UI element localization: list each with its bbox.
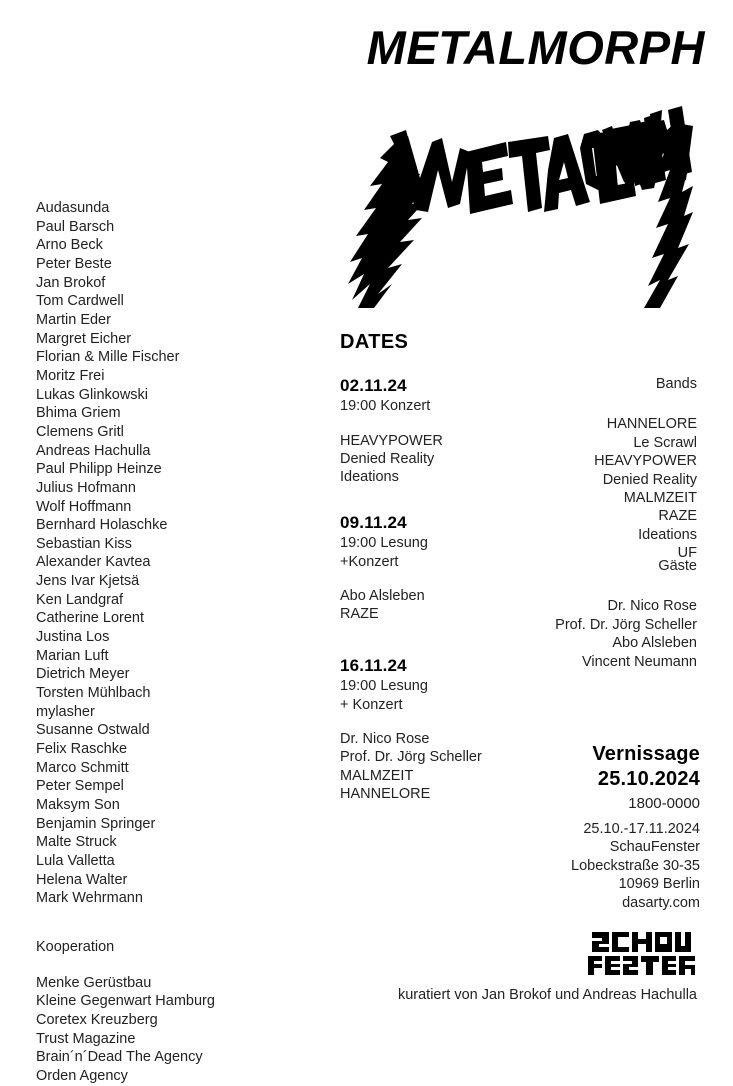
exhibition-run-dates: 25.10.-17.11.2024 [583, 821, 700, 837]
act-name: Dr. Nico Rose [340, 731, 430, 748]
vernissage-title: Vernissage [592, 743, 700, 765]
list-item: Paul Philipp Heinze [36, 461, 162, 478]
list-item: Julius Hofmann [36, 479, 136, 496]
act-name: HANNELORE [340, 786, 431, 803]
band-name: HANNELORE [606, 416, 697, 433]
act-name: RAZE [340, 606, 379, 623]
schedule-line: 19:00 Lesung [340, 678, 428, 695]
list-item: Sebastian Kiss [36, 535, 132, 552]
act-name: Prof. Dr. Jörg Scheller [340, 749, 482, 766]
list-item: Torsten Mühlbach [36, 685, 151, 702]
list-item: Margret Eicher [36, 330, 132, 347]
bands-list [437, 375, 697, 563]
band-name: Ideations [638, 526, 697, 543]
act-name: Abo Alsleben [340, 588, 425, 605]
vernissage-date: 25.10.2024 [597, 768, 700, 791]
act-name: HEAVYPOWER [340, 432, 443, 449]
metalmorph-logo-graphic [348, 108, 693, 308]
list-item: Lula Valletta [36, 852, 115, 869]
act-name: Denied Reality [340, 451, 435, 468]
list-item: Arno Beck [36, 237, 103, 254]
list-item: Alexander Kavtea [36, 554, 151, 571]
vernissage-block [400, 741, 700, 814]
artist-names [36, 199, 286, 908]
bands-heading: Bands [655, 376, 697, 392]
page-title: METALMORPH [366, 21, 705, 74]
venue-name: SchauFenster [609, 839, 700, 856]
band-name: Denied Reality [602, 471, 697, 488]
guests-list [437, 557, 697, 671]
guest-name: Abo Alsleben [612, 635, 697, 652]
list-item: Bhima Griem [36, 405, 121, 422]
list-item: Audasunda [36, 200, 110, 216]
list-item: Justina Los [36, 629, 110, 646]
guest-name: Prof. Dr. Jörg Scheller [555, 616, 697, 633]
schaufenster-logo [586, 928, 698, 978]
list-item: Dietrich Meyer [36, 666, 130, 683]
schedule-line: 19:00 Lesung [340, 535, 428, 552]
list-item: Clemens Gritl [36, 423, 124, 440]
list-item: Maksym Son [36, 797, 120, 813]
list-item: Brain´n´Dead The Agency [36, 1049, 203, 1066]
list-item: Peter Beste [36, 255, 112, 272]
band-name: MALMZEIT [623, 490, 697, 507]
list-item: Jens Ivar Kjetsä [36, 573, 140, 590]
venue-street: Lobeckstraße 30-35 [571, 857, 700, 874]
list-item: Moritz Frei [36, 367, 105, 384]
schedule-line: + Konzert [340, 696, 403, 713]
date-value: 16.11.24 [340, 656, 407, 675]
list-item: Coretex Kreuzberg [36, 1011, 158, 1028]
band-name: RAZE [658, 508, 697, 525]
list-item: Catherine Lorent [36, 610, 145, 627]
list-item: Helena Walter [36, 871, 128, 888]
list-item: Kleine Gegenwart Hamburg [36, 993, 215, 1010]
date-schedule [340, 677, 540, 714]
list-item: Orden Agency [36, 1067, 128, 1084]
list-item: Marco Schmitt [36, 759, 129, 776]
list-item: Paul Barsch [36, 218, 115, 235]
list-item: Marian Luft [36, 647, 109, 664]
guest-name: Dr. Nico Rose [607, 598, 697, 615]
dates-heading: DATES [340, 331, 409, 353]
vernissage-time: 1800-0000 [628, 794, 700, 812]
act-name: MALMZEIT [340, 767, 414, 784]
list-item: Lukas Glinkowski [36, 386, 149, 403]
artist-list [36, 199, 286, 1086]
guest-name: Vincent Neumann [581, 653, 697, 670]
band-name: UF [677, 545, 697, 562]
list-item: Mark Wehrmann [36, 890, 143, 907]
list-item: Trust Magazine [36, 1030, 136, 1047]
band-name: HEAVYPOWER [594, 453, 697, 470]
band-name: Le Scrawl [633, 434, 697, 451]
list-item: Bernhard Holaschke [36, 517, 168, 534]
date-value: 09.11.24 [340, 513, 407, 532]
list-item: Florian & Mille Fischer [36, 349, 180, 366]
list-item: Tom Cardwell [36, 293, 124, 310]
list-item: Ken Landgraf [36, 591, 124, 608]
list-item: Martin Eder [36, 311, 111, 328]
list-item: Andreas Hachulla [36, 442, 151, 459]
list-item: Felix Raschke [36, 741, 128, 758]
list-item: Malte Struck [36, 834, 117, 851]
curator-credit: kuratiert von Jan Brokof und Andreas Hachulla [397, 987, 697, 1003]
guests-heading: Gäste [658, 558, 697, 574]
list-item: Jan Brokof [36, 274, 106, 291]
list-item: Susanne Ostwald [36, 722, 150, 739]
list-item: Wolf Hoffmann [36, 498, 132, 515]
act-name: Ideations [340, 469, 399, 486]
list-item: Benjamin Springer [36, 815, 156, 832]
venue-website[interactable]: dasarty.com [622, 894, 700, 911]
list-item: mylasher [36, 703, 95, 720]
list-item: Peter Sempel [36, 778, 124, 795]
kooperation-heading: Kooperation [36, 938, 115, 955]
list-item: Menke Gerüstbau [36, 974, 152, 991]
schedule-line: 19:00 Konzert [340, 398, 431, 415]
venue-city: 10969 Berlin [618, 876, 700, 893]
date-value: 02.11.24 [340, 376, 407, 395]
venue-details [400, 820, 700, 912]
schedule-line: +Konzert [340, 553, 399, 570]
